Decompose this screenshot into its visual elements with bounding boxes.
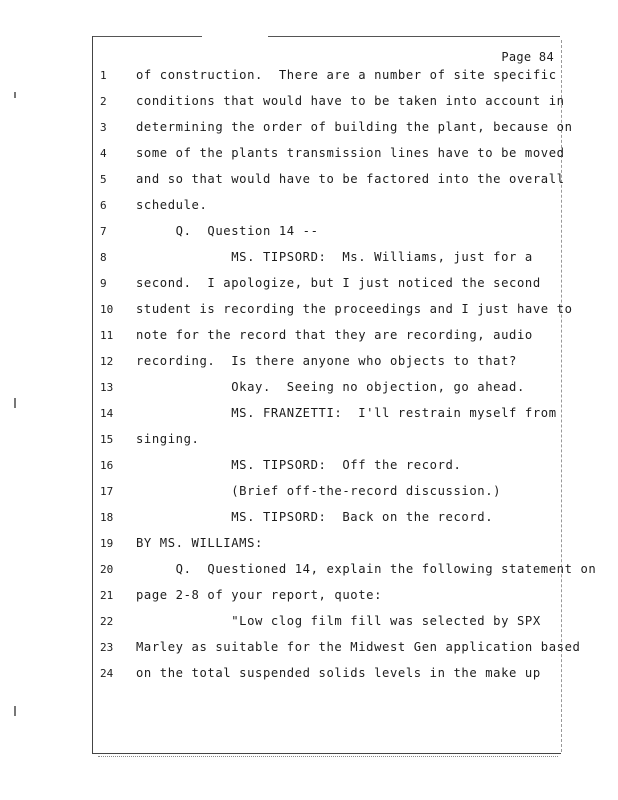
line-text: MS. TIPSORD: Off the record. (136, 458, 462, 472)
line-number: 7 (100, 225, 107, 238)
line-number: 13 (100, 381, 114, 394)
line-text: of construction. There are a number of site specific (136, 68, 557, 82)
line-text: MS. TIPSORD: Back on the record. (136, 510, 494, 524)
line-number: 17 (100, 485, 114, 498)
line-number: 11 (100, 329, 114, 342)
line-number: 8 (100, 251, 107, 264)
line-text: BY MS. WILLIAMS: (136, 536, 263, 550)
line-text: second. I apologize, but I just noticed the second (136, 276, 541, 290)
line-text: page 2-8 of your report, quote: (136, 588, 383, 602)
line-number: 12 (100, 355, 114, 368)
line-text: and so that would have to be factored into the overall (136, 172, 565, 186)
line-text: determining the order of building the plant, because on (136, 120, 573, 134)
line-number: 19 (100, 537, 114, 550)
margin-mark (14, 398, 16, 408)
line-text: Q. Question 14 -- (136, 224, 319, 238)
line-number: 2 (100, 95, 107, 108)
line-text: recording. Is there anyone who objects to that? (136, 354, 517, 368)
page-number: Page 84 (501, 50, 554, 64)
line-text: conditions that would have to be taken into account in (136, 94, 565, 108)
line-text: note for the record that they are recording, audio (136, 328, 533, 342)
line-text: Q. Questioned 14, explain the following statement on (136, 562, 597, 576)
line-number: 4 (100, 147, 107, 160)
margin-mark (14, 706, 16, 716)
line-number: 20 (100, 563, 114, 576)
line-text: some of the plants transmission lines have to be moved (136, 146, 565, 160)
line-number: 10 (100, 303, 114, 316)
line-number: 6 (100, 199, 107, 212)
line-number: 9 (100, 277, 107, 290)
line-text: Okay. Seeing no objection, go ahead. (136, 380, 525, 394)
margin-mark (14, 92, 16, 98)
line-number: 23 (100, 641, 114, 654)
line-text: schedule. (136, 198, 208, 212)
line-number: 18 (100, 511, 114, 524)
line-text: on the total suspended solids levels in the make up (136, 666, 541, 680)
line-number: 24 (100, 667, 114, 680)
line-number: 16 (100, 459, 114, 472)
line-number: 15 (100, 433, 114, 446)
line-number: 1 (100, 69, 107, 82)
footer-line (98, 756, 558, 759)
line-number: 21 (100, 589, 114, 602)
line-text: MS. FRANZETTI: I'll restrain myself from (136, 406, 557, 420)
line-number: 5 (100, 173, 107, 186)
line-number: 22 (100, 615, 114, 628)
line-number: 3 (100, 121, 107, 134)
line-text: singing. (136, 432, 200, 446)
line-text: MS. TIPSORD: Ms. Williams, just for a (136, 250, 533, 264)
line-text: "Low clog film fill was selected by SPX (136, 614, 541, 628)
line-number: 14 (100, 407, 114, 420)
line-text: Marley as suitable for the Midwest Gen application based (136, 640, 581, 654)
line-text: (Brief off-the-record discussion.) (136, 484, 502, 498)
line-text: student is recording the proceedings and I just have to (136, 302, 573, 316)
